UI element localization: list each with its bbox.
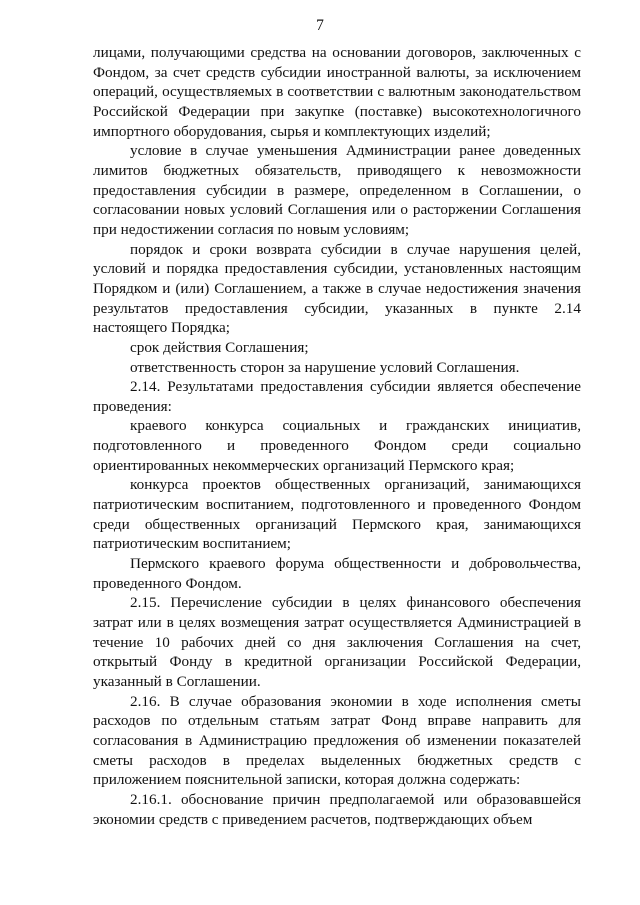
paragraph: порядок и сроки возврата субсидии в случае нарушения целей, условий и порядка предоставления субсидии, установленных настоящим Порядком и (или) Соглашением, а также в случае недостижения значения результатов предоставления субсидии, указанных в пункте 2.14 настоящего Порядка; bbox=[93, 240, 581, 337]
paragraph: условие в случае уменьшения Администрации ранее доведенных лимитов бюджетных обязательств, приводящего к невозможности предоставления субсидии в размере, определенном в Соглашении, о согласовании новых условий Соглашения или о расторжении Соглашения при недостижении согласия по новым условиям; bbox=[93, 142, 581, 238]
paragraph: Пермского краевого форума общественности и добровольчества, проведенного Фондом. bbox=[93, 555, 581, 592]
paragraph: лицами, получающими средства на основании договоров, заключенных с Фондом, за счет средств субсидии иностранной валюты, за исключением операций, осуществляемых в соответствии с валютным законодательством Российской Федерации при закупке (поставке) высокотехнологичного импортного оборудования, сырья и комплектующих изделий; bbox=[93, 44, 581, 140]
page-number: 7 bbox=[316, 17, 324, 34]
paragraph: 2.16. В случае образования экономии в ходе исполнения сметы расходов по отдельным статьям затрат Фонд вправе направить для согласования в Администрацию предложения об изменении показателей сметы расходов в пределах выделенных бюджетных средств с приложением пояснительной записки, которая должна содержать: bbox=[93, 692, 581, 789]
paragraph: ответственность сторон за нарушение условий Соглашения. bbox=[130, 358, 520, 376]
paragraph: срок действия Соглашения; bbox=[130, 338, 309, 356]
document-body bbox=[93, 43, 581, 829]
paragraph: 2.15. Перечисление субсидии в целях финансового обеспечения затрат или в целях возмещения затрат осуществляется Администрацией в течение 10 рабочих дней со дня заключения Соглашения на счет, открытый Фонду в кредитной организации Российской Федерации, указанный в Соглашении. bbox=[93, 594, 581, 690]
paragraph: конкурса проектов общественных организаций, занимающихся патриотическим воспитанием, подготовленного и проведенного Фондом среди общественных организаций Пермского края, занимающихся патриотическим воспитанием; bbox=[93, 476, 581, 553]
paragraph: 2.16.1. обоснование причин предполагаемой или образовавшейся экономии средств с приведением расчетов, подтверждающих объем bbox=[93, 790, 581, 828]
paragraph: краевого конкурса социальных и гражданских инициатив, подготовленного и проведенного Фондом среди социально ориентированных некоммерческих организаций Пермского края; bbox=[93, 417, 581, 474]
paragraph: 2.14. Результатами предоставления субсидии является обеспечение проведения: bbox=[93, 378, 581, 415]
